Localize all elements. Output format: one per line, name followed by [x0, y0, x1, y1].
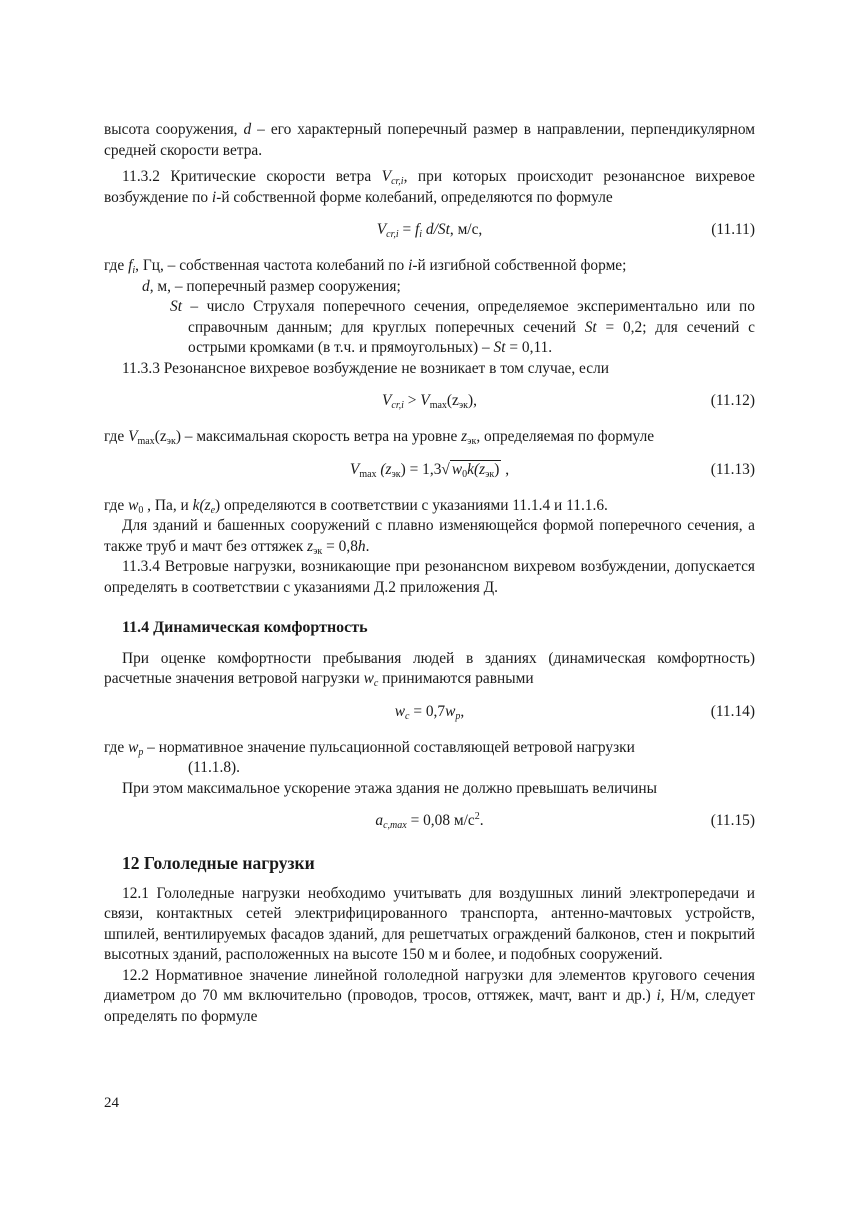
where-list-item: (11.1.8). [188, 759, 241, 776]
text: cr,i [391, 176, 404, 187]
text: V [381, 168, 392, 185]
intro-paragraph [104, 120, 755, 161]
formula-11-15 [104, 811, 755, 833]
square-root: $w_0k(z_{эк})$ [451, 460, 500, 480]
where-list-item: где $f_i$, Гц, – собственная частота колебаний по i-й изгибной собственной форме; [104, 257, 627, 276]
text: i [211, 188, 217, 206]
where-list-item: где $V_{max}(z_{эк})$ – максимальная скорость ветра на уровне $z_{эк}$, определяемая по формуле [104, 428, 655, 447]
formula-expression: $V_{cr,i} = f_i$ d/St, м/с, [376, 221, 483, 240]
formula-expression: $a_{c,max} = 0,08$ $м/с^2$. [375, 811, 484, 831]
paragraph-12-1: 12.1 Гололедные нагрузки необходимо учитывать для воздушных линий электропередачи и связи, контактных сетей электрифицированного транспорта, антенно-мачтовых устройств, шпилей, вентилируемых фасадов зданий, для решетчатых ограждений балконов, стен и покрытий высотных зданий, расположенных на высоте 150 м и более, и подобных сооружений. [104, 884, 755, 963]
where-list-item: где $w_p$ – нормативное значение пульсационной составляющей ветровой нагрузки [104, 738, 635, 758]
formula-expression: $V_{cr,i} > V_{max}(z_{эк})$, [381, 392, 478, 411]
formula-expression: $w_c = 0,7w_p$, [394, 702, 465, 722]
formula-11-13 [104, 460, 755, 482]
where-list-item: St – число Струхаля поперечного сечения, определяемое экспериментально или по справочным данным; для круглых поперечных сечений St = 0,2; для сечений с острыми кромками (в т.ч. и прямоугольных) – St = 0,11. [170, 298, 755, 356]
paragraph-acceleration: При этом максимальное ускорение этажа здания не должно превышать величины [122, 779, 657, 797]
text: – его характерный поперечный размер в направлении, перпендикулярном средней скорости ветра. [104, 121, 755, 159]
section-heading: 12 Гололедные нагрузки [122, 853, 315, 873]
paragraph-11-3-2 [104, 167, 755, 208]
text: -й собственной форме колебаний, определяются по формуле [216, 188, 613, 206]
paragraph-11-3-3: 11.3.3 Резонансное вихревое возбуждение не возникает в том случае, если [122, 359, 610, 377]
text: 11.3.2 Критические скорости ветра [122, 168, 382, 185]
text: , при которых происходит резонансное вихревое возбуждение по [104, 168, 755, 206]
paragraph-buildings: Для зданий и башенных сооружений с плавно изменяющейся формой поперечного сечения, а также труб и мачт без оттяжек $z_{эк} = 0,8h$. [104, 517, 755, 557]
formula-number: (11.15) [710, 812, 755, 829]
formula-expression: $V_{max}$ $(z_{эк}) = 1,3√$ $w_0k(z_{эк})$ , [349, 460, 510, 480]
page-number: 24 [104, 1095, 119, 1111]
section-heading: 11.4 Динамическая комфортность [122, 619, 368, 636]
formula-number: (11.12) [710, 392, 755, 409]
where-list-item: где $w_0$ , Па, и $k(z_e)$ определяются в соответствии с указаниями 11.1.4 и 11.1.6. [104, 496, 608, 516]
text: высота сооружения, [104, 121, 244, 138]
formula-number: (11.11) [711, 221, 755, 238]
text: d [243, 121, 252, 138]
formula-11-12 [104, 391, 755, 413]
paragraph-11-3-4: 11.3.4 Ветровые нагрузки, возникающие при резонансном вихревом возбуждении, допускается определять в соответствии с указаниями Д.2 приложения Д. [104, 558, 755, 596]
formula-11-11 [104, 220, 755, 242]
formula-number: (11.14) [710, 702, 755, 720]
paragraph-11-4: При оценке комфортности пребывания людей в зданиях (динамическая комфортность) расчетные значения ветровой нагрузки $w_c$ принимаются равными [104, 649, 755, 689]
formula-number: (11.13) [710, 460, 755, 478]
document-page [104, 120, 755, 1027]
paragraph-12-2: 12.2 Нормативное значение линейной гололедной нагрузки для элементов кругового сечения диаметром до 70 мм включительно (проводов, тросов, оттяжек, мачт, вант и др.) i, Н/м, следует определять по формуле [104, 966, 755, 1025]
formula-11-14 [104, 702, 755, 724]
where-list-item: d, м, – поперечный размер сооружения; [142, 277, 401, 295]
